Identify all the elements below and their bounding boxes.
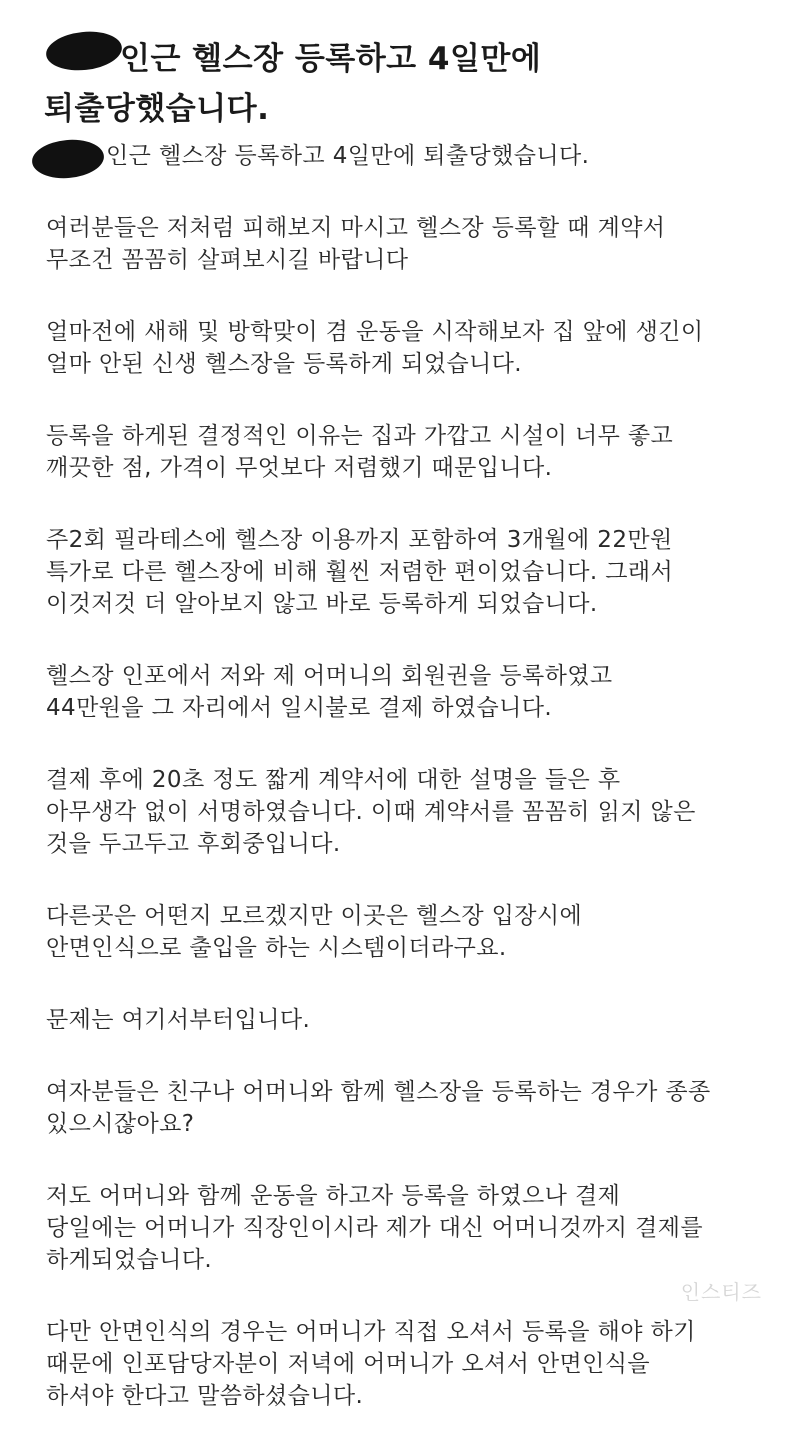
- site-watermark: 인스티즈: [680, 1280, 762, 1304]
- body-paragraph: [46, 1180, 776, 1276]
- body-line: 하셔야 한다고 말씀하셨습니다.: [46, 1383, 364, 1409]
- body-paragraph: [46, 524, 776, 620]
- body-line: 여자분들은 친구나 어머니와 함께 헬스장을 등록하는 경우가 종종: [46, 1079, 711, 1105]
- body-line: 인근 헬스장 등록하고 4일만에 퇴출당했습니다.: [106, 143, 590, 169]
- body-line: 얼마전에 새해 및 방학맞이 겸 운동을 시작해보자 집 앞에 생긴이: [46, 319, 704, 345]
- body-line: 주2회 필라테스에 헬스장 이용까지 포함하여 3개월에 22만원: [46, 527, 673, 553]
- body-line: 저도 어머니와 함께 운동을 하고자 등록을 하였으나 결제: [46, 1183, 621, 1209]
- body-paragraph: [46, 212, 776, 276]
- body-line: 여러분들은 저처럼 피해보지 마시고 헬스장 등록할 때 계약서: [46, 215, 666, 241]
- body-line: 얼마 안된 신생 헬스장을 등록하게 되었습니다.: [46, 351, 523, 377]
- post-title-line-2: 퇴출당했습니다.: [44, 91, 270, 127]
- body-line: 결제 후에 20초 정도 짧게 계약서에 대한 설명을 들은 후: [46, 767, 621, 793]
- post-body: [46, 140, 776, 1452]
- body-line: 당일에는 어머니가 직장인이시라 제가 대신 어머니것까지 결제를: [46, 1215, 703, 1241]
- body-line: 안면인식으로 출입을 하는 시스템이더라구요.: [46, 935, 507, 961]
- body-paragraph: [46, 316, 776, 380]
- body-paragraph: [46, 420, 776, 484]
- body-line: 때문에 인포담당자분이 저녁에 어머니가 오셔서 안면인식을: [46, 1351, 651, 1377]
- body-paragraph: [46, 900, 776, 964]
- body-line: 이것저것 더 알아보지 않고 바로 등록하게 되었습니다.: [46, 591, 598, 617]
- body-line: 문제는 여기서부터입니다.: [46, 1007, 311, 1033]
- body-paragraph: [46, 140, 776, 172]
- body-line: 무조건 꼼꼼히 살펴보시길 바랍니다: [46, 247, 409, 273]
- body-line: 것을 두고두고 후회중입니다.: [46, 831, 341, 857]
- body-paragraph: [46, 764, 776, 860]
- body-line: 다만 안면인식의 경우는 어머니가 직접 오셔서 등록을 해야 하기: [46, 1319, 696, 1345]
- body-paragraph: [46, 1076, 776, 1140]
- body-line: 44만원을 그 자리에서 일시불로 결제 하였습니다.: [46, 695, 553, 721]
- body-paragraph: [46, 660, 776, 724]
- body-line: 있으시잖아요?: [46, 1111, 195, 1137]
- body-line: 하게되었습니다.: [46, 1247, 213, 1273]
- body-line: 특가로 다른 헬스장에 비해 훨씬 저렴한 편이었습니다. 그래서: [46, 559, 674, 585]
- body-line: 헬스장 인포에서 저와 제 어머니의 회원권을 등록하였고: [46, 663, 613, 689]
- post-title-line-1: 인근 헬스장 등록하고 4일만에: [120, 41, 542, 77]
- post-title: [44, 34, 764, 134]
- body-line: 등록을 하게된 결정적인 이유는 집과 가깝고 시설이 너무 좋고: [46, 423, 674, 449]
- body-line: 아무생각 없이 서명하였습니다. 이때 계약서를 꼼꼼히 읽지 않은: [46, 799, 696, 825]
- body-line: 다른곳은 어떤지 모르겠지만 이곳은 헬스장 입장시에: [46, 903, 583, 929]
- body-line: 깨끗한 점, 가격이 무엇보다 저렴했기 때문입니다.: [46, 455, 553, 481]
- body-paragraph: [46, 1004, 776, 1036]
- body-paragraph: [46, 1316, 776, 1412]
